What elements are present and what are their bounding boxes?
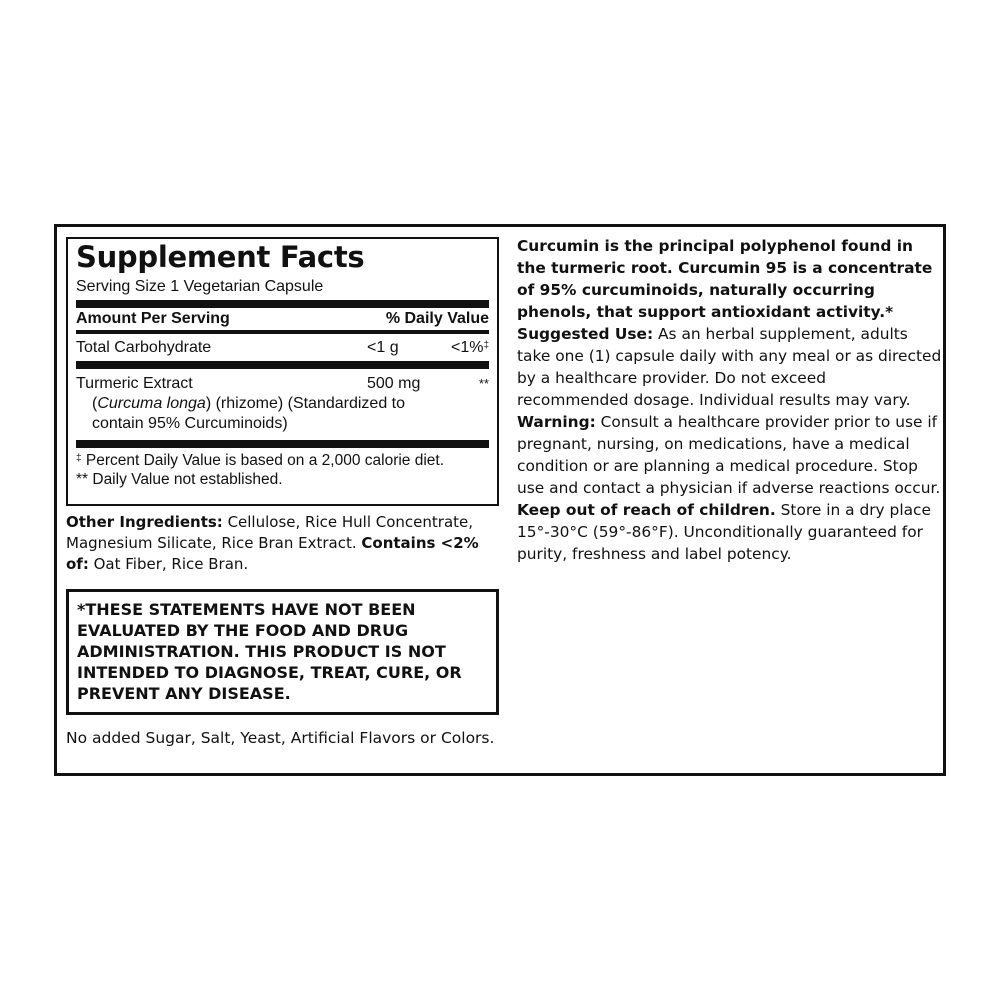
supplement-facts-box [66,237,499,506]
suggested-use: Suggested Use: As an herbal supplement, adults take one (1) capsule daily with any meal or as directed by a healthcare provider. Do not exceed recommended dosage. Individual results may vary. [517,325,942,409]
daily-value-label: % Daily Value [385,310,489,327]
nutrient-name: Total Carbohydrate [76,339,212,356]
turmeric-detail: (Curcuma longa) (rhizome) (Standardized to contain 95% Curcuminoids) [92,395,406,432]
warning: Warning: Consult a healthcare provider prior to use if pregnant, nursing, on medications, have a medical condition or are planning a medical procedure. Stop use and contact a physician if adverse reactions occur. [517,413,941,497]
divider-thick [76,440,489,448]
serving-size: Serving Size 1 Vegetarian Capsule [76,278,324,295]
footnote-not-established: ** Daily Value not established. [76,471,283,488]
nutrient-amount: 500 mg [367,375,421,392]
facts-title: Supplement Facts [76,240,365,274]
other-ingredients: Other Ingredients: Cellulose, Rice Hull Concentrate, Magnesium Silicate, Rice Bran Extract. Contains <2% of: Oat Fiber, Rice Bran. [66,513,479,573]
contains-label: Contains <2% of: [66,534,479,573]
nutrient-daily-value: ** [478,376,489,391]
double-dagger-mark: ‡ [483,340,489,351]
product-description-column [517,235,942,565]
suggested-use-label: Suggested Use: [517,325,654,343]
warning-label: Warning: [517,413,596,431]
nutrient-amount: <1 g [367,339,399,356]
other-ingredients-label: Other Ingredients: [66,513,223,531]
facts-header-row [76,308,489,330]
nutrient-row-carbohydrate [76,334,489,361]
nutrient-daily-value: <1%‡ [450,339,489,356]
product-intro: Curcumin is the principal polyphenol found in the turmeric root. Curcumin 95 is a concentrate of 95% curcuminoids, naturally occurring phenols, that support antioxidant activity.* [517,237,933,321]
divider-thick [76,300,489,308]
footnote-daily-value: ‡ Percent Daily Value is based on a 2,000 calorie diet. [76,452,445,469]
amount-per-serving-label: Amount Per Serving [76,310,230,327]
latin-name: Curcuma longa [97,395,206,412]
nutrient-row-turmeric [76,374,489,394]
storage-note: Keep out of reach of children. Store in a dry place 15°-30°C (59°-86°F). Unconditionally guaranteed for purity, freshness and label potency. [517,501,931,563]
no-added-statement: No added Sugar, Salt, Yeast, Artificial Flavors or Colors. [66,729,495,747]
double-dagger-mark: ‡ [76,453,82,464]
divider-thick [76,361,489,369]
keep-out-label: Keep out of reach of children. [517,501,776,519]
supplement-label-panel [54,224,946,776]
nutrient-name: Turmeric Extract [76,375,193,392]
fda-disclaimer-box: *THESE STATEMENTS HAVE NOT BEEN EVALUATED BY THE FOOD AND DRUG ADMINISTRATION. THIS PRODUCT IS NOT INTENDED TO DIAGNOSE, TREAT, CURE, OR PREVENT ANY DISEASE. [66,589,499,715]
